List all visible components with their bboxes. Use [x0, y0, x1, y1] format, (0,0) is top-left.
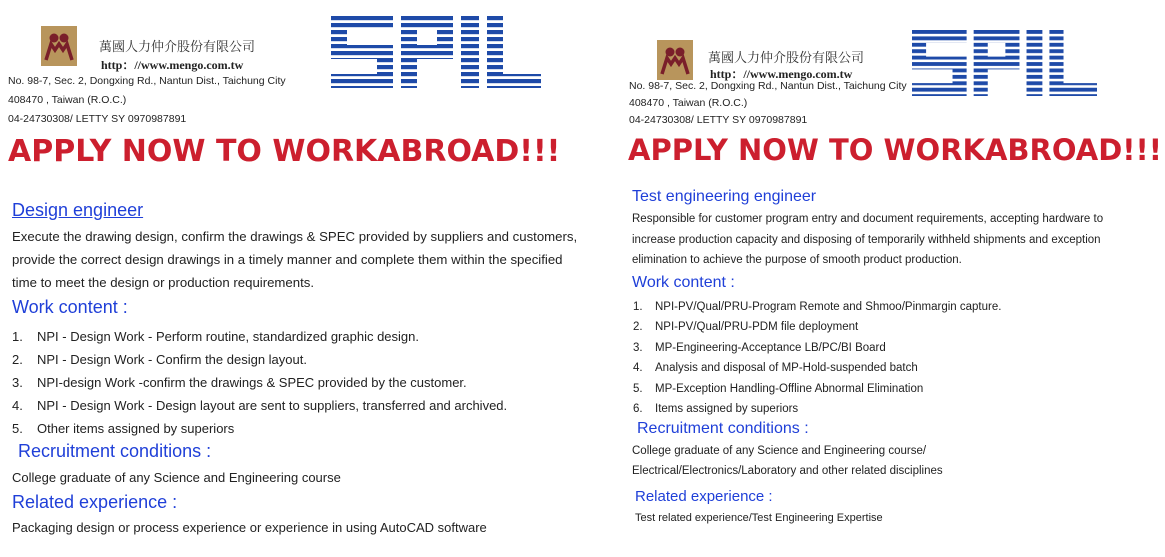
- spil-logo: [912, 30, 1097, 96]
- company-website: http：//www.mengo.com.tw: [101, 58, 244, 72]
- list-item: [633, 338, 1001, 358]
- spil-logo: [331, 16, 541, 88]
- address-line-1: No. 98-7, Sec. 2, Dongxing Rd., Nantun Dist., Taichung City: [629, 80, 907, 92]
- right-flyer: [600, 0, 1165, 557]
- address-line-1: No. 98-7, Sec. 2, Dongxing Rd., Nantun Dist., Taichung City: [8, 75, 286, 87]
- work-content-list: [12, 325, 507, 440]
- recruitment-heading: Recruitment conditions :: [18, 441, 212, 461]
- list-number: 4.: [12, 398, 23, 413]
- address-line-2: 408470 , Taiwan (R.O.C.): [629, 97, 748, 109]
- job-description-line-1: Execute the drawing design, confirm the drawings & SPEC provided by suppliers and customers,: [12, 229, 578, 244]
- address-line-2: 408470 , Taiwan (R.O.C.): [8, 94, 127, 106]
- list-item: [633, 379, 1001, 399]
- list-number: 1.: [633, 301, 643, 313]
- list-text: Other items assigned by superiors: [37, 421, 235, 436]
- job-description-line-3: elimination to achieve the purpose of smooth product production.: [632, 254, 962, 266]
- list-item: [12, 417, 507, 440]
- job-description-line-1: Responsible for customer program entry and document requirements, accepting hardware to: [632, 213, 1104, 225]
- list-number: 2.: [12, 352, 23, 367]
- job-description-line-2: increase production capacity and disposing of temporarily withheld shipments and exception: [632, 234, 1101, 246]
- contact-line: 04-24730308/ LETTY SY 0970987891: [629, 114, 808, 126]
- agency-logo-icon: [41, 26, 77, 66]
- experience-text: Packaging design or process experience or experience in using AutoCAD software: [12, 520, 487, 535]
- list-text: NPI-design Work -confirm the drawings & SPEC provided by the customer.: [37, 375, 467, 390]
- agency-logo-icon: [657, 40, 693, 80]
- list-item: [12, 394, 507, 417]
- recruitment-heading: Recruitment conditions :: [637, 420, 809, 437]
- list-text: Analysis and disposal of MP-Hold-suspended batch: [655, 362, 918, 375]
- list-number: 3.: [12, 375, 23, 390]
- list-text: Items assigned by superiors: [655, 403, 799, 416]
- list-text: NPI - Design Work - Confirm the design layout.: [37, 352, 307, 367]
- contact-line: 04-24730308/ LETTY SY 0970987891: [8, 113, 187, 125]
- list-text: NPI - Design Work - Perform routine, standardized graphic design.: [37, 329, 419, 344]
- list-number: 4.: [633, 362, 643, 375]
- list-item: [12, 348, 507, 371]
- list-number: 2.: [633, 321, 643, 334]
- list-item: [633, 297, 1001, 317]
- job-description-line-3: time to meet the design or production requirements.: [12, 275, 315, 290]
- list-item: [12, 325, 507, 348]
- company-website: http：//www.mengo.com.tw: [710, 67, 853, 81]
- list-text: NPI-PV/Qual/PRU-PDM file deployment: [655, 321, 859, 334]
- list-item: [633, 399, 1001, 419]
- company-name: 萬國人力仲介股份有限公司: [708, 50, 865, 65]
- list-text: NPI - Design Work - Design layout are sent to suppliers, transferred and archived.: [37, 398, 508, 413]
- list-item: [633, 358, 1001, 378]
- experience-heading: Related experience :: [635, 488, 773, 505]
- apply-now-headline: APPLY NOW TO WORKABROAD!!!: [8, 134, 561, 169]
- list-number: 5.: [633, 382, 643, 395]
- experience-heading: Related experience :: [12, 492, 178, 512]
- list-text: MP-Engineering-Acceptance LB/PC/BI Board: [655, 341, 886, 354]
- list-number: 3.: [633, 341, 643, 354]
- job-title: Design engineer: [12, 200, 144, 220]
- job-title: Test engineering engineer: [632, 188, 817, 205]
- experience-text: Test related experience/Test Engineering Expertise: [635, 512, 883, 524]
- list-text: NPI-PV/Qual/PRU-Program Remote and Shmoo/Pinmargin capture.: [655, 301, 1002, 313]
- list-number: 6.: [633, 403, 643, 416]
- work-content-list: [633, 297, 1001, 419]
- job-description-line-2: provide the correct design drawings in a timely manner and complete them within the specified: [12, 252, 563, 267]
- list-item: [12, 371, 507, 394]
- list-number: 5.: [12, 421, 23, 436]
- apply-now-headline: APPLY NOW TO WORKABROAD!!!: [628, 133, 1162, 167]
- list-item: [633, 317, 1001, 337]
- company-name: 萬國人力仲介股份有限公司: [99, 39, 256, 54]
- recruitment-text: College graduate of any Science and Engineering course: [12, 470, 341, 485]
- work-content-heading: Work content :: [632, 274, 735, 291]
- recruitment-text-line-2: Electrical/Electronics/Laboratory and other related disciplines: [632, 465, 943, 477]
- list-text: MP-Exception Handling-Offline Abnormal Elimination: [655, 382, 924, 395]
- recruitment-text-line-1: College graduate of any Science and Engineering course/: [632, 445, 927, 457]
- list-number: 1.: [12, 329, 23, 344]
- work-content-heading: Work content :: [12, 297, 128, 317]
